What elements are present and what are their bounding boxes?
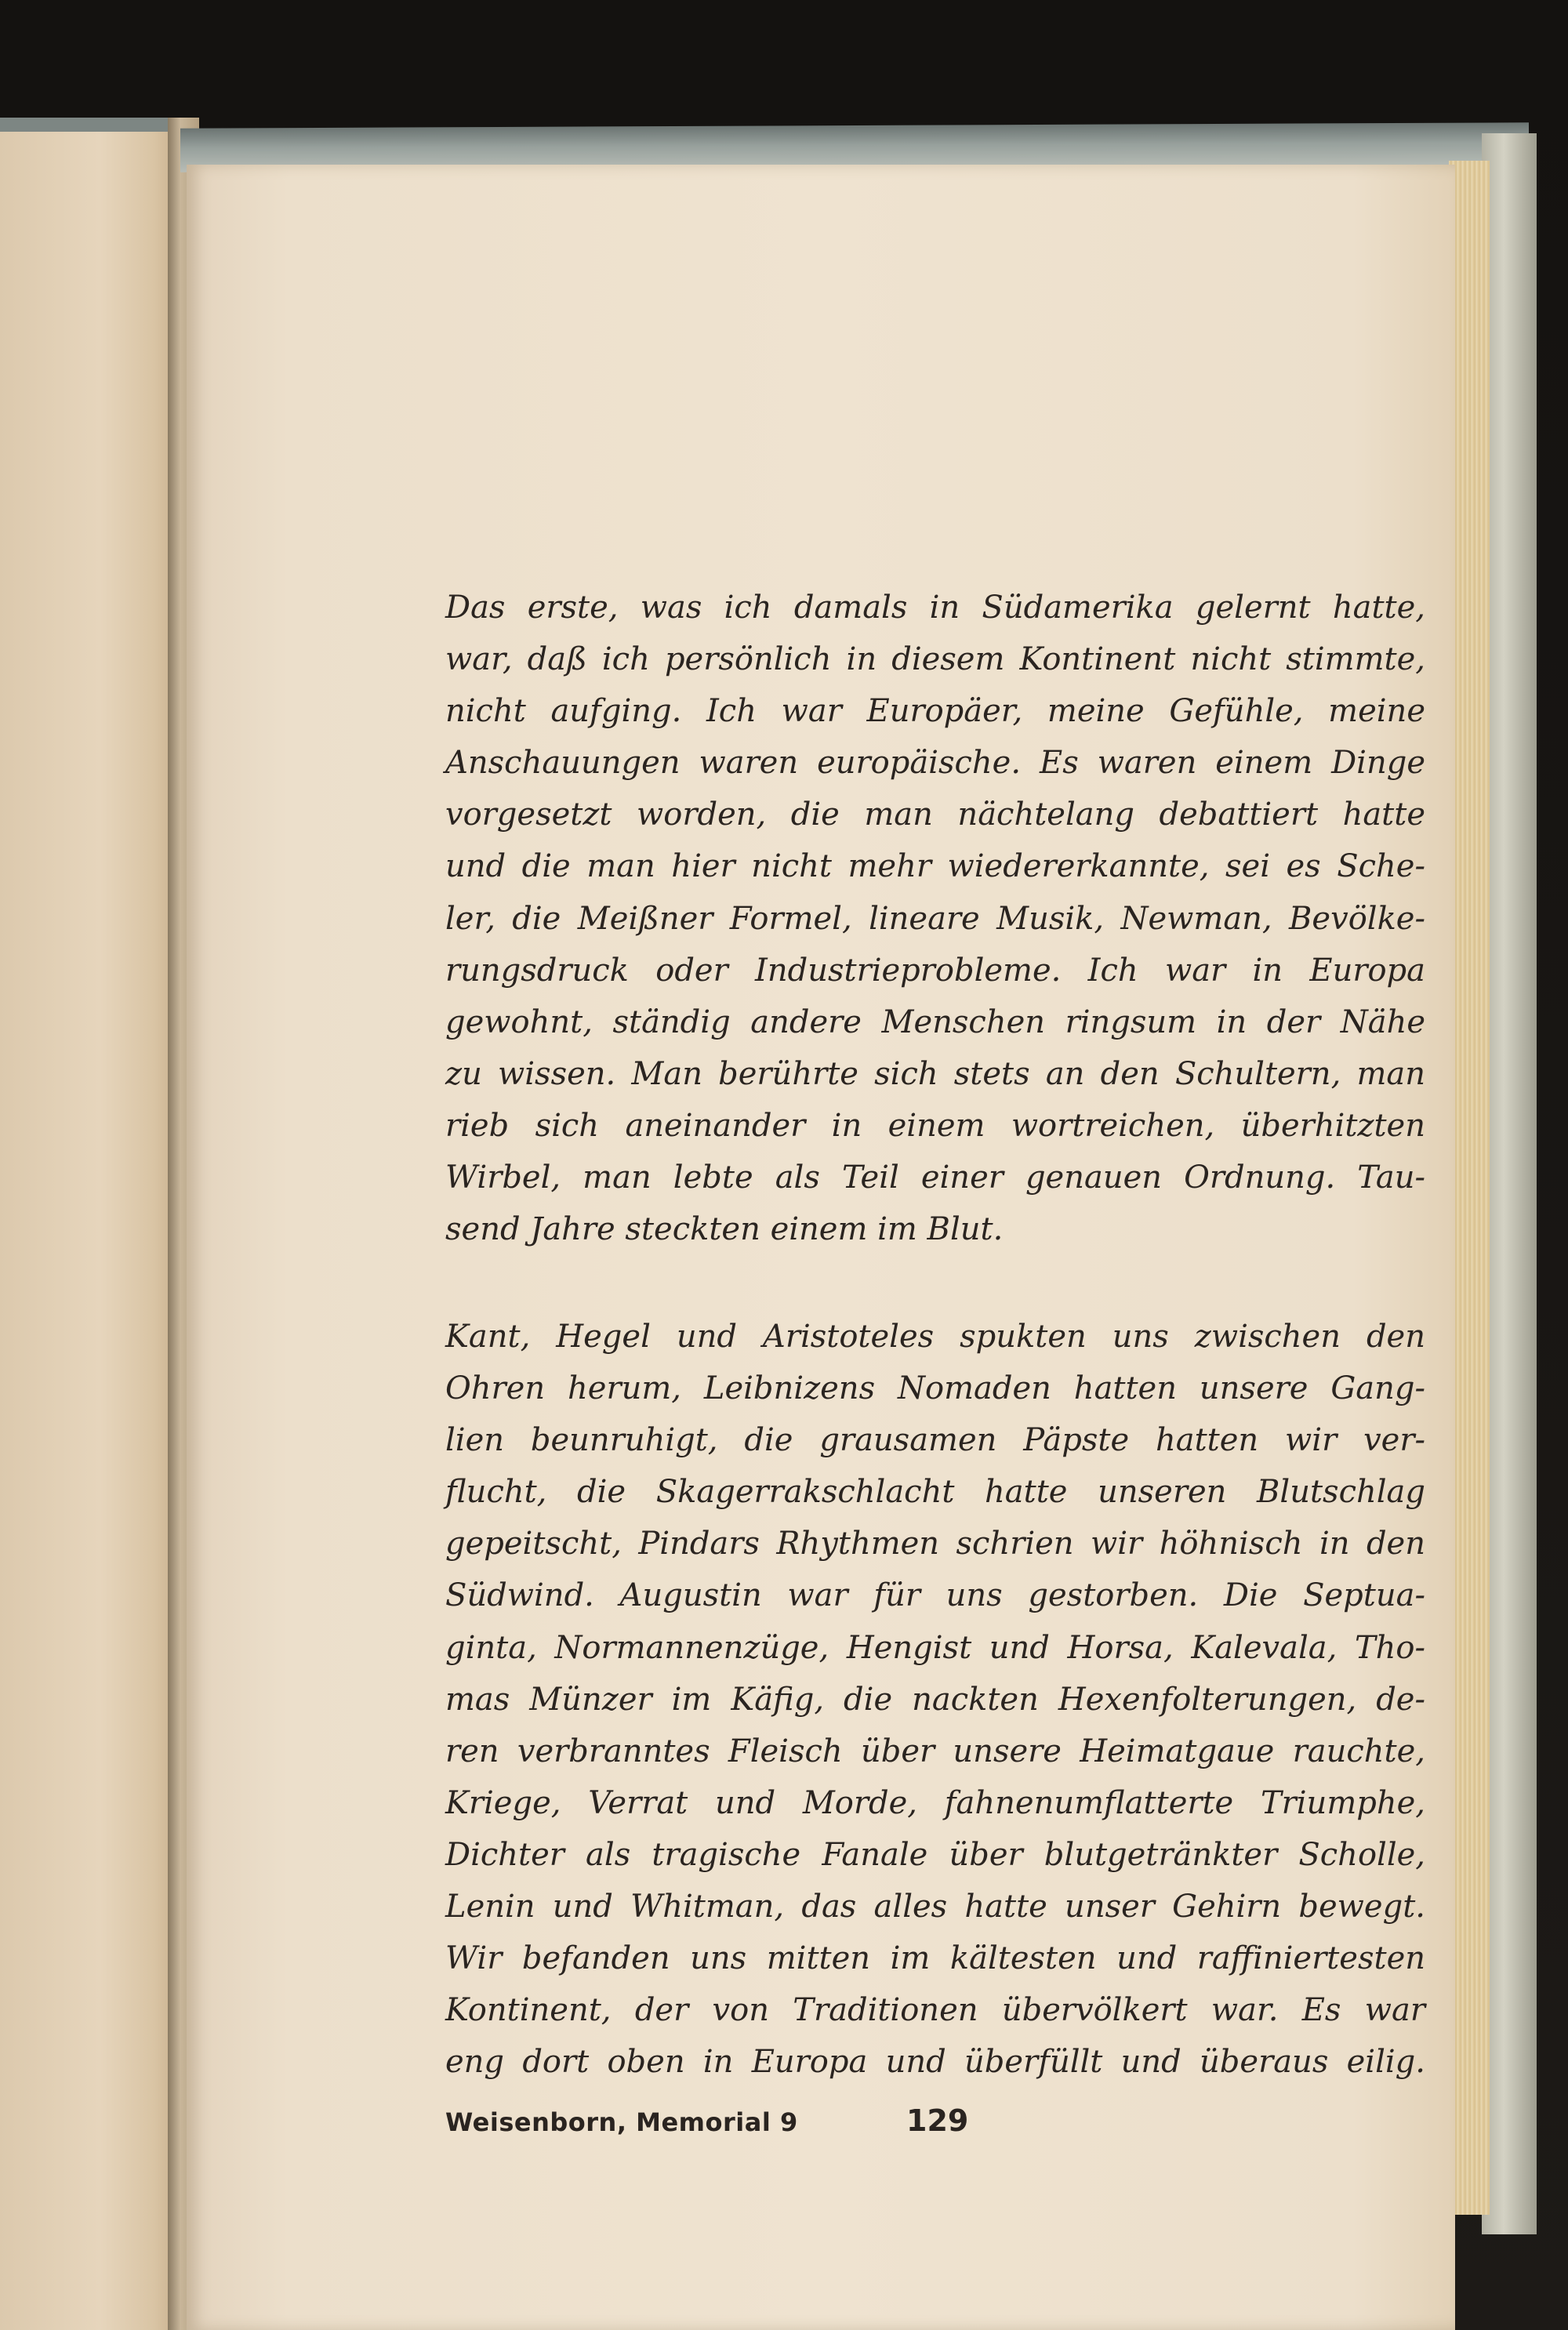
text-line: zu wissen. Man berührte sich stets an den Schultern, man xyxy=(445,1055,1425,1092)
text-line: Wirbel, man lebte als Teil einer genauen Ordnung. Tau- xyxy=(445,1160,1425,1196)
text-line: ler, die Meißner Formel, lineare Musik, Newman, Bevölke- xyxy=(445,900,1425,937)
text-line: lien beunruhigt, die grausamen Päpste hatten wir ver- xyxy=(445,1422,1425,1459)
text-line: flucht, die Skagerrakschlacht hatte unseren Blutschlag xyxy=(445,1474,1425,1511)
paragraph-1 xyxy=(445,582,1425,1255)
text-line: gepeitscht, Pindars Rhythmen schrien wir höhnisch in den xyxy=(445,1526,1425,1562)
paragraph-2 xyxy=(445,1311,1425,2088)
text-line: Wir befanden uns mitten im kältesten und raffiniertesten xyxy=(445,1940,1425,1977)
text-line: Lenin und Whitman, das alles hatte unser Gehirn bewegt. xyxy=(445,1889,1425,1925)
text-line: send Jahre steckten einem im Blut. xyxy=(445,1211,1004,1248)
text-line: Kontinent, der von Traditionen übervölkert war. Es war xyxy=(445,1992,1425,2029)
text-line: Das erste, was ich damals in Südamerika gelernt hatte, xyxy=(445,590,1425,626)
footer-signature: Weisenborn, Memorial 9 xyxy=(445,2107,798,2137)
text-line: Kant, Hegel und Aristoteles spukten uns zwischen den xyxy=(445,1319,1425,1355)
text-line: Ohren herum, Leibnizens Nomaden hatten unsere Gang- xyxy=(445,1370,1425,1407)
text-line: war, daß ich persönlich in diesem Kontinent nicht stimmte, xyxy=(445,641,1425,678)
text-line: gewohnt, ständig andere Menschen ringsum in der Nähe xyxy=(445,1003,1425,1040)
text-line: Dichter als tragische Fanale über blutgetränkter Scholle, xyxy=(445,1836,1425,1873)
page-number: 129 xyxy=(906,2103,969,2138)
text-line: Kriege, Verrat und Morde, fahnenumflatterte Triumphe, xyxy=(445,1784,1425,1821)
text-line: ginta, Normannenzüge, Hengist und Horsa, Kalevala, Tho- xyxy=(445,1629,1425,1666)
text-line: Anschauungen waren europäische. Es waren einem Dinge xyxy=(445,745,1425,782)
text-line: nicht aufging. Ich war Europäer, meine Gefühle, meine xyxy=(445,693,1425,730)
left-page xyxy=(0,118,182,2330)
text-line: und die man hier nicht mehr wiedererkannte, sei es Sche- xyxy=(445,848,1425,885)
right-cover-edge xyxy=(1482,133,1537,2234)
text-line: vorgesetzt worden, die man nächtelang debattiert hatte xyxy=(445,797,1425,833)
text-line: eng dort oben in Europa und überfüllt und überaus eilig. xyxy=(445,2044,1425,2081)
text-line: rieb sich aneinander in einem wortreichen, überhitzten xyxy=(445,1107,1425,1144)
right-page xyxy=(187,165,1455,2330)
text-line: Südwind. Augustin war für uns gestorben. Die Septua- xyxy=(445,1577,1425,1614)
text-line: ren verbranntes Fleisch über unsere Heimatgaue rauchte, xyxy=(445,1733,1425,1769)
text-line: mas Münzer im Käfig, die nackten Hexenfolterungen, de- xyxy=(445,1681,1425,1718)
text-line: rungsdruck oder Industrieprobleme. Ich war in Europa xyxy=(445,952,1425,989)
